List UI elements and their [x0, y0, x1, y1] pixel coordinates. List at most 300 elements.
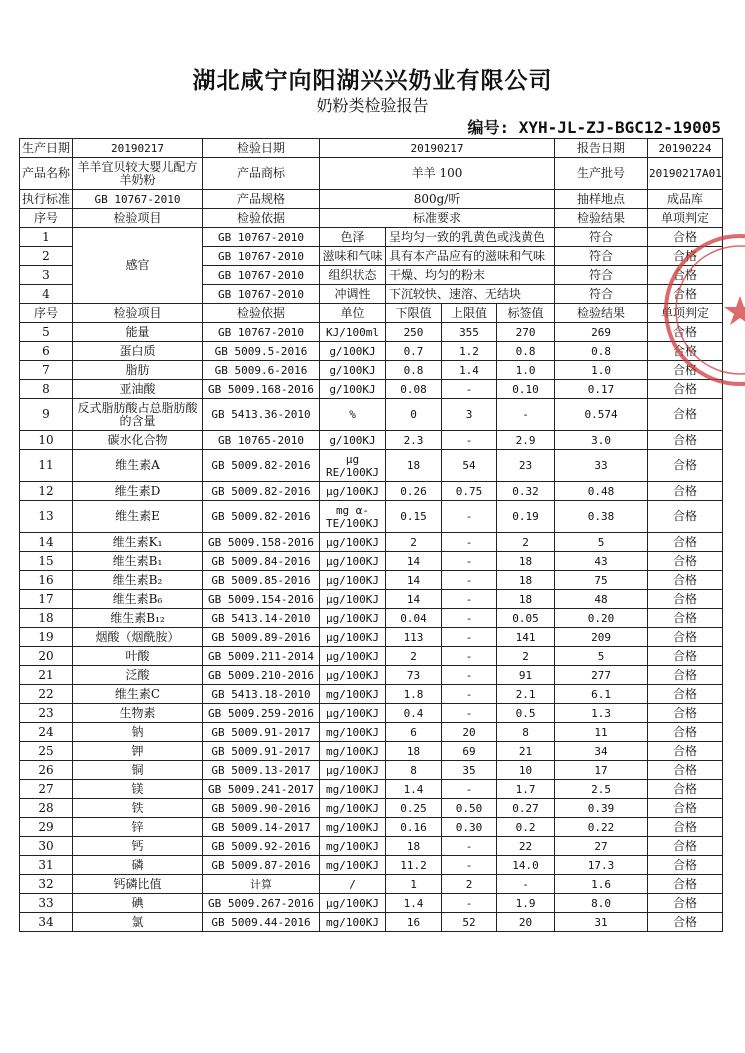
test-result: 0.8 — [555, 342, 648, 361]
unit: μg/100KJ — [320, 628, 386, 647]
sensory-attribute: 冲调性 — [320, 285, 386, 304]
test-item: 亚油酸 — [73, 380, 203, 399]
table-row — [20, 609, 723, 628]
test-basis: GB 5009.44-2016 — [203, 913, 320, 932]
verdict: 合格 — [648, 894, 723, 913]
test-basis: GB 5009.92-2016 — [203, 837, 320, 856]
product-name-label: 产品名称 — [20, 158, 73, 190]
row-number: 14 — [20, 533, 73, 552]
lower-limit: 113 — [386, 628, 442, 647]
test-item: 脂肪 — [73, 361, 203, 380]
unit: μg RE/100KJ — [320, 450, 386, 482]
unit: mg/100KJ — [320, 913, 386, 932]
test-item: 钙磷比值 — [73, 875, 203, 894]
spec-label: 产品规格 — [203, 190, 320, 209]
upper-limit: - — [442, 894, 497, 913]
test-result: 277 — [555, 666, 648, 685]
label-value: 0.5 — [497, 704, 555, 723]
upper-limit: 2 — [442, 875, 497, 894]
test-basis: GB 10765-2010 — [203, 431, 320, 450]
sensory-requirement: 干燥、均匀的粉末 — [386, 266, 555, 285]
header-row-1 — [20, 139, 723, 158]
label-value: 91 — [497, 666, 555, 685]
table-row — [20, 913, 723, 932]
row-number: 13 — [20, 501, 73, 533]
row-number: 12 — [20, 482, 73, 501]
test-item: 氯 — [73, 913, 203, 932]
table-row — [20, 323, 723, 342]
test-item: 维生素C — [73, 685, 203, 704]
test-item: 维生素B₁₂ — [73, 609, 203, 628]
table-row — [20, 723, 723, 742]
verdict: 合格 — [648, 590, 723, 609]
verdict: 合格 — [648, 799, 723, 818]
test-result: 3.0 — [555, 431, 648, 450]
table-row — [20, 571, 723, 590]
test-result: 1.6 — [555, 875, 648, 894]
test-item: 维生素B₆ — [73, 590, 203, 609]
verdict: 合格 — [648, 361, 723, 380]
lower-limit: 18 — [386, 837, 442, 856]
test-result: 43 — [555, 552, 648, 571]
header-no: 序号 — [20, 304, 73, 323]
unit: mg/100KJ — [320, 685, 386, 704]
label-value: 0.27 — [497, 799, 555, 818]
row-number: 19 — [20, 628, 73, 647]
table-row — [20, 450, 723, 482]
table-row — [20, 837, 723, 856]
table-row — [20, 856, 723, 875]
upper-limit: - — [442, 704, 497, 723]
test-result: 0.20 — [555, 609, 648, 628]
table-row — [20, 482, 723, 501]
verdict: 合格 — [648, 342, 723, 361]
lower-limit: 18 — [386, 450, 442, 482]
sensory-header-basis: 检验依据 — [203, 209, 320, 228]
row-number: 10 — [20, 431, 73, 450]
sensory-header-no: 序号 — [20, 209, 73, 228]
verdict: 合格 — [648, 742, 723, 761]
test-item: 铁 — [73, 799, 203, 818]
test-basis: GB 5009.6-2016 — [203, 361, 320, 380]
label-value: 0.8 — [497, 342, 555, 361]
upper-limit: 35 — [442, 761, 497, 780]
upper-limit: 69 — [442, 742, 497, 761]
row-number: 15 — [20, 552, 73, 571]
main-header-row — [20, 304, 723, 323]
upper-limit: 20 — [442, 723, 497, 742]
row-number: 30 — [20, 837, 73, 856]
upper-limit: - — [442, 685, 497, 704]
lower-limit: 0 — [386, 399, 442, 431]
test-result: 17.3 — [555, 856, 648, 875]
label-value: 270 — [497, 323, 555, 342]
unit: g/100KJ — [320, 342, 386, 361]
verdict: 合格 — [648, 228, 723, 247]
header-verdict: 单项判定 — [648, 304, 723, 323]
lower-limit: 2 — [386, 533, 442, 552]
test-result: 0.39 — [555, 799, 648, 818]
row-number: 31 — [20, 856, 73, 875]
unit: μg/100KJ — [320, 571, 386, 590]
test-basis: GB 5009.84-2016 — [203, 552, 320, 571]
upper-limit: 0.30 — [442, 818, 497, 837]
table-row — [20, 399, 723, 431]
row-number: 28 — [20, 799, 73, 818]
spec-value: 800g/听 — [320, 190, 555, 209]
test-basis: GB 5009.267-2016 — [203, 894, 320, 913]
table-row — [20, 666, 723, 685]
test-item: 蛋白质 — [73, 342, 203, 361]
row-number: 26 — [20, 761, 73, 780]
test-basis: GB 5009.87-2016 — [203, 856, 320, 875]
row-number: 22 — [20, 685, 73, 704]
label-value: 0.19 — [497, 501, 555, 533]
header-max: 上限值 — [442, 304, 497, 323]
row-number: 24 — [20, 723, 73, 742]
lower-limit: 14 — [386, 552, 442, 571]
row-number: 20 — [20, 647, 73, 666]
unit: μg/100KJ — [320, 482, 386, 501]
test-result: 6.1 — [555, 685, 648, 704]
product-name-value: 羊羊宜贝较大婴儿配方羊奶粉 — [73, 158, 203, 190]
upper-limit: - — [442, 501, 497, 533]
verdict: 合格 — [648, 761, 723, 780]
row-number: 3 — [20, 266, 73, 285]
verdict: 合格 — [648, 685, 723, 704]
document-number: 编号: XYH-JL-ZJ-BGC12-19005 — [467, 118, 721, 137]
upper-limit: 0.50 — [442, 799, 497, 818]
lower-limit: 11.2 — [386, 856, 442, 875]
table-row — [20, 380, 723, 399]
row-number: 6 — [20, 342, 73, 361]
unit: g/100KJ — [320, 380, 386, 399]
inspection-table — [19, 138, 723, 932]
test-item: 维生素K₁ — [73, 533, 203, 552]
test-date-value: 20190217 — [320, 139, 555, 158]
test-result: 5 — [555, 533, 648, 552]
verdict: 合格 — [648, 501, 723, 533]
test-result: 75 — [555, 571, 648, 590]
report-date-label: 报告日期 — [555, 139, 648, 158]
verdict: 合格 — [648, 247, 723, 266]
test-item: 反式脂肪酸占总脂肪酸的含量 — [73, 399, 203, 431]
test-basis: GB 10767-2010 — [203, 247, 320, 266]
unit: mg/100KJ — [320, 837, 386, 856]
verdict: 合格 — [648, 609, 723, 628]
label-value: 20 — [497, 913, 555, 932]
test-result: 17 — [555, 761, 648, 780]
sensory-group-label: 感官 — [73, 228, 203, 304]
test-result: 8.0 — [555, 894, 648, 913]
sample-place-value: 成品库 — [648, 190, 723, 209]
label-value: 1.9 — [497, 894, 555, 913]
upper-limit: - — [442, 380, 497, 399]
test-result: 31 — [555, 913, 648, 932]
upper-limit: - — [442, 590, 497, 609]
table-row — [20, 875, 723, 894]
test-item: 能量 — [73, 323, 203, 342]
label-value: 2 — [497, 647, 555, 666]
verdict: 合格 — [648, 399, 723, 431]
test-result: 5 — [555, 647, 648, 666]
test-result: 0.38 — [555, 501, 648, 533]
row-number: 21 — [20, 666, 73, 685]
unit: μg/100KJ — [320, 609, 386, 628]
test-result: 11 — [555, 723, 648, 742]
row-number: 7 — [20, 361, 73, 380]
verdict: 合格 — [648, 704, 723, 723]
upper-limit: 54 — [442, 450, 497, 482]
sensory-row — [20, 228, 723, 247]
test-result: 1.0 — [555, 361, 648, 380]
upper-limit: - — [442, 571, 497, 590]
verdict: 合格 — [648, 856, 723, 875]
test-basis: GB 10767-2010 — [203, 323, 320, 342]
prod-date-label: 生产日期 — [20, 139, 73, 158]
test-result: 0.48 — [555, 482, 648, 501]
test-result: 符合 — [555, 247, 648, 266]
unit: mg α-TE/100KJ — [320, 501, 386, 533]
lower-limit: 0.26 — [386, 482, 442, 501]
lower-limit: 0.4 — [386, 704, 442, 723]
test-result: 33 — [555, 450, 648, 482]
test-result: 48 — [555, 590, 648, 609]
upper-limit: 3 — [442, 399, 497, 431]
label-value: 0.10 — [497, 380, 555, 399]
lower-limit: 1 — [386, 875, 442, 894]
unit: mg/100KJ — [320, 742, 386, 761]
row-number: 2 — [20, 247, 73, 266]
label-value: 141 — [497, 628, 555, 647]
verdict: 合格 — [648, 723, 723, 742]
row-number: 23 — [20, 704, 73, 723]
report-title: 奶粉类检验报告 — [316, 96, 429, 115]
label-value: 18 — [497, 552, 555, 571]
header-result: 检验结果 — [555, 304, 648, 323]
verdict: 合格 — [648, 323, 723, 342]
label-value: 1.0 — [497, 361, 555, 380]
test-basis: GB 5009.158-2016 — [203, 533, 320, 552]
standard-value: GB 10767-2010 — [73, 190, 203, 209]
test-item: 钙 — [73, 837, 203, 856]
label-value: 2.9 — [497, 431, 555, 450]
sensory-header-item: 检验项目 — [73, 209, 203, 228]
test-basis: GB 10767-2010 — [203, 285, 320, 304]
verdict: 合格 — [648, 780, 723, 799]
test-basis: GB 5009.13-2017 — [203, 761, 320, 780]
table-row — [20, 894, 723, 913]
sensory-requirement: 具有本产品应有的滋味和气味 — [386, 247, 555, 266]
row-number: 11 — [20, 450, 73, 482]
test-basis: GB 10767-2010 — [203, 266, 320, 285]
test-item: 镁 — [73, 780, 203, 799]
lower-limit: 16 — [386, 913, 442, 932]
test-basis: GB 5009.211-2014 — [203, 647, 320, 666]
test-basis: GB 5009.241-2017 — [203, 780, 320, 799]
unit: / — [320, 875, 386, 894]
header-basis: 检验依据 — [203, 304, 320, 323]
lower-limit: 0.8 — [386, 361, 442, 380]
verdict: 合格 — [648, 285, 723, 304]
table-row — [20, 818, 723, 837]
unit: μg/100KJ — [320, 666, 386, 685]
unit: μg/100KJ — [320, 552, 386, 571]
test-item: 磷 — [73, 856, 203, 875]
label-value: 10 — [497, 761, 555, 780]
test-basis: GB 5009.14-2017 — [203, 818, 320, 837]
test-item: 碘 — [73, 894, 203, 913]
table-row — [20, 552, 723, 571]
test-item: 维生素A — [73, 450, 203, 482]
unit: mg/100KJ — [320, 780, 386, 799]
upper-limit: - — [442, 647, 497, 666]
lower-limit: 2 — [386, 647, 442, 666]
lower-limit: 6 — [386, 723, 442, 742]
lower-limit: 8 — [386, 761, 442, 780]
label-value: 2.1 — [497, 685, 555, 704]
test-result: 34 — [555, 742, 648, 761]
lower-limit: 73 — [386, 666, 442, 685]
upper-limit: - — [442, 431, 497, 450]
test-result: 0.22 — [555, 818, 648, 837]
test-result: 2.5 — [555, 780, 648, 799]
label-value: 8 — [497, 723, 555, 742]
sensory-header-verdict: 单项判定 — [648, 209, 723, 228]
test-result: 符合 — [555, 285, 648, 304]
lower-limit: 250 — [386, 323, 442, 342]
test-result: 209 — [555, 628, 648, 647]
row-number: 5 — [20, 323, 73, 342]
test-basis: GB 5009.90-2016 — [203, 799, 320, 818]
upper-limit: - — [442, 533, 497, 552]
company-title: 湖北咸宁向阳湖兴兴奶业有限公司 — [192, 67, 553, 94]
unit: mg/100KJ — [320, 723, 386, 742]
lower-limit: 0.7 — [386, 342, 442, 361]
test-basis: GB 5009.82-2016 — [203, 450, 320, 482]
test-basis: GB 5009.85-2016 — [203, 571, 320, 590]
table-row — [20, 704, 723, 723]
verdict: 合格 — [648, 628, 723, 647]
row-number: 4 — [20, 285, 73, 304]
unit: g/100KJ — [320, 361, 386, 380]
row-number: 9 — [20, 399, 73, 431]
unit: μg/100KJ — [320, 590, 386, 609]
test-basis: GB 5009.154-2016 — [203, 590, 320, 609]
table-row — [20, 628, 723, 647]
row-number: 27 — [20, 780, 73, 799]
test-basis: GB 5009.259-2016 — [203, 704, 320, 723]
sensory-header-result: 检验结果 — [555, 209, 648, 228]
lower-limit: 1.4 — [386, 894, 442, 913]
header-row-2 — [20, 158, 723, 190]
table-row — [20, 533, 723, 552]
test-result: 0.574 — [555, 399, 648, 431]
batch-value: 20190217A01 — [648, 158, 723, 190]
sample-place-label: 抽样地点 — [555, 190, 648, 209]
unit: μg/100KJ — [320, 761, 386, 780]
test-basis: GB 5413.36-2010 — [203, 399, 320, 431]
verdict: 合格 — [648, 913, 723, 932]
unit: mg/100KJ — [320, 799, 386, 818]
brand-label: 产品商标 — [203, 158, 320, 190]
verdict: 合格 — [648, 552, 723, 571]
unit: % — [320, 399, 386, 431]
unit: mg/100KJ — [320, 856, 386, 875]
upper-limit: - — [442, 666, 497, 685]
upper-limit: - — [442, 628, 497, 647]
test-item: 泛酸 — [73, 666, 203, 685]
row-number: 17 — [20, 590, 73, 609]
verdict: 合格 — [648, 837, 723, 856]
table-row — [20, 361, 723, 380]
label-value: - — [497, 875, 555, 894]
lower-limit: 0.25 — [386, 799, 442, 818]
upper-limit: - — [442, 780, 497, 799]
upper-limit: - — [442, 856, 497, 875]
unit: μg/100KJ — [320, 647, 386, 666]
upper-limit: 0.75 — [442, 482, 497, 501]
label-value: - — [497, 399, 555, 431]
row-number: 34 — [20, 913, 73, 932]
test-basis: GB 10767-2010 — [203, 228, 320, 247]
test-basis: GB 5009.91-2017 — [203, 723, 320, 742]
test-result: 27 — [555, 837, 648, 856]
test-item: 钠 — [73, 723, 203, 742]
row-number: 33 — [20, 894, 73, 913]
verdict: 合格 — [648, 533, 723, 552]
verdict: 合格 — [648, 380, 723, 399]
table-row — [20, 685, 723, 704]
lower-limit: 0.16 — [386, 818, 442, 837]
test-result: 符合 — [555, 228, 648, 247]
brand-value: 羊羊 100 — [320, 158, 555, 190]
table-row — [20, 342, 723, 361]
test-item: 维生素E — [73, 501, 203, 533]
test-basis: 计算 — [203, 875, 320, 894]
row-number: 18 — [20, 609, 73, 628]
sensory-requirement: 下沉较快、速溶、无结块 — [386, 285, 555, 304]
label-value: 14.0 — [497, 856, 555, 875]
lower-limit: 0.04 — [386, 609, 442, 628]
verdict: 合格 — [648, 571, 723, 590]
table-row — [20, 799, 723, 818]
verdict: 合格 — [648, 482, 723, 501]
row-number: 8 — [20, 380, 73, 399]
lower-limit: 2.3 — [386, 431, 442, 450]
upper-limit: - — [442, 837, 497, 856]
test-item: 烟酸（烟酰胺） — [73, 628, 203, 647]
verdict: 合格 — [648, 431, 723, 450]
upper-limit: - — [442, 609, 497, 628]
test-item: 铜 — [73, 761, 203, 780]
table-row — [20, 780, 723, 799]
unit: mg/100KJ — [320, 818, 386, 837]
unit: μg/100KJ — [320, 533, 386, 552]
table-row — [20, 590, 723, 609]
lower-limit: 0.15 — [386, 501, 442, 533]
test-item: 维生素B₁ — [73, 552, 203, 571]
label-value: 22 — [497, 837, 555, 856]
label-value: 1.7 — [497, 780, 555, 799]
label-value: 18 — [497, 571, 555, 590]
label-value: 21 — [497, 742, 555, 761]
table-row — [20, 742, 723, 761]
test-item: 碳水化合物 — [73, 431, 203, 450]
test-item: 锌 — [73, 818, 203, 837]
test-item: 叶酸 — [73, 647, 203, 666]
row-number: 16 — [20, 571, 73, 590]
